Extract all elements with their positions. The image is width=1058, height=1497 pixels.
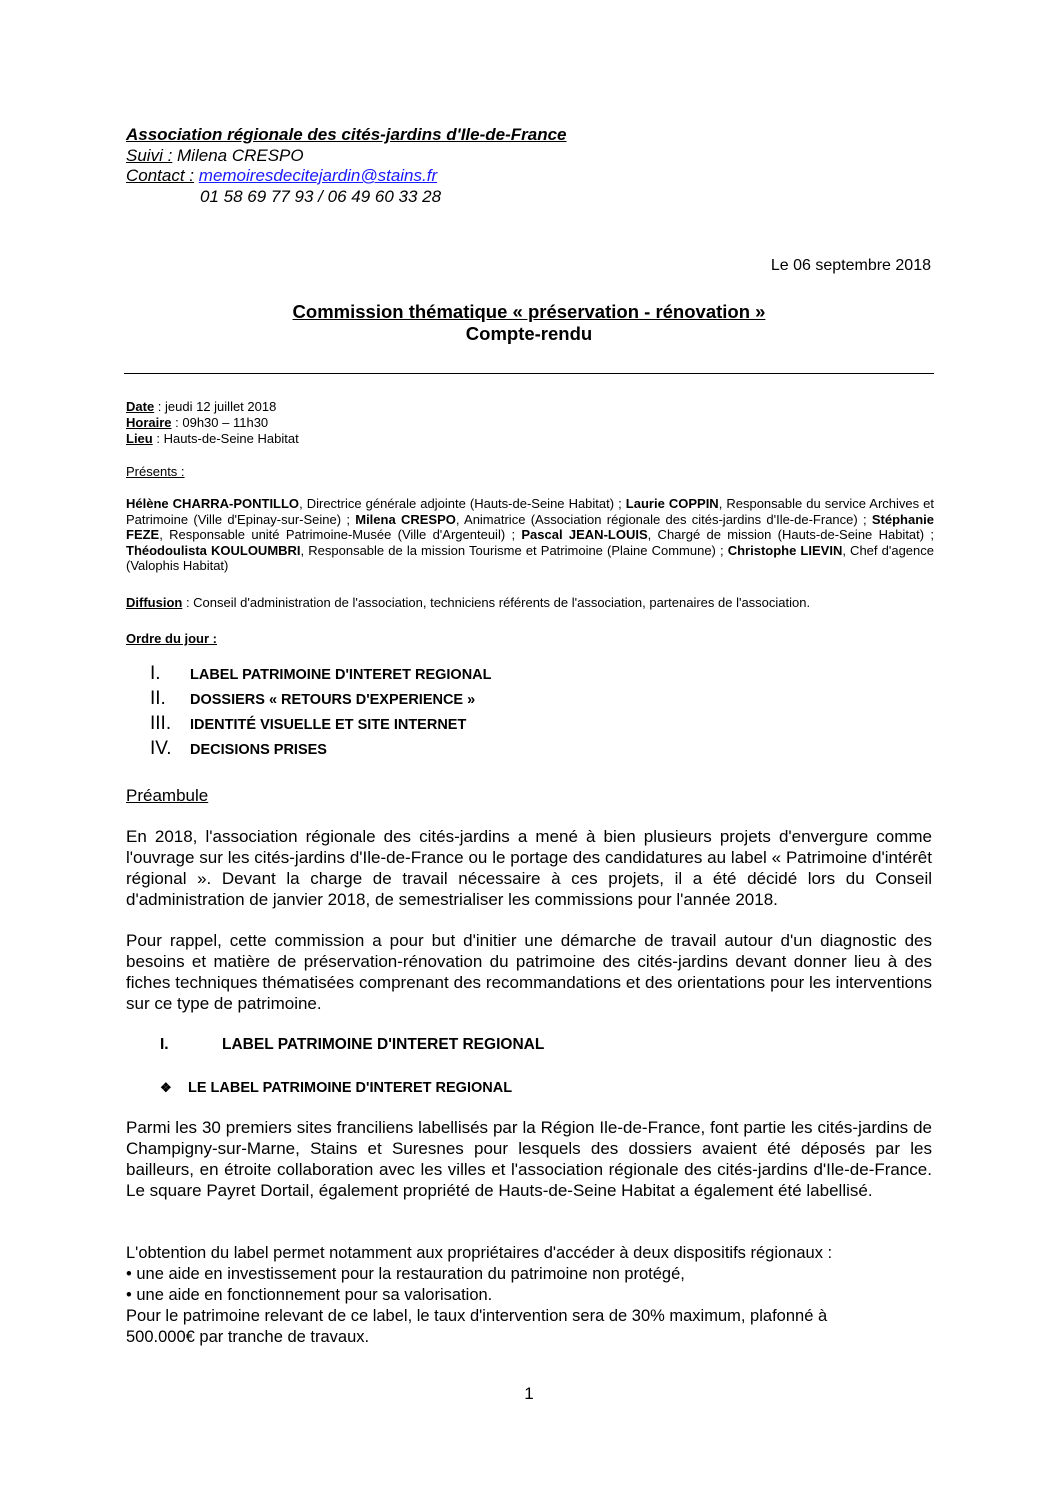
- agenda-label: Ordre du jour :: [126, 631, 217, 646]
- horaire-label: Horaire: [126, 415, 172, 430]
- presents-label: Présents :: [126, 464, 185, 479]
- attendee-role: , Chargé de mission (Hauts-de-Seine Habitat) ;: [647, 527, 935, 542]
- agenda-text: DECISIONS PRISES: [190, 742, 327, 758]
- horizontal-rule: [124, 373, 934, 374]
- attendee-name: Pascal JEAN-LOUIS: [521, 527, 648, 542]
- attendee-name: Laurie COPPIN: [625, 496, 719, 511]
- organization-name: Association régionale des cités-jardins d'Ile-de-France: [126, 125, 567, 144]
- diffusion-line: [126, 595, 934, 611]
- attendee-role: , Directrice générale adjointe (Hauts-de-Seine Habitat) ;: [299, 496, 626, 511]
- page-number: 1: [524, 1384, 534, 1403]
- subsection-heading: [160, 1080, 512, 1096]
- diamond-bullet-icon: ❖: [160, 1080, 172, 1095]
- attendee-name: Stéphanie FEZE: [126, 511, 934, 542]
- benefits-line: 500.000€ par tranche de travaux.: [126, 1328, 370, 1346]
- benefits-line: Pour le patrimoine relevant de ce label, le taux d'intervention sera de 30% maximum, plafonné à: [126, 1307, 828, 1325]
- suivi-value: Milena CRESPO: [172, 145, 304, 165]
- attendee-role: , Responsable du service Archives et Patrimoine (Ville d'Epinay-sur-Seine) ;: [126, 496, 935, 527]
- attendee-role: , Animatrice (Association régionale des cités-jardins d'Ile-de-France) ;: [455, 511, 872, 527]
- agenda-list: [150, 662, 492, 762]
- horaire-value: : 09h30 – 11h30: [171, 415, 269, 430]
- title-line-1: Commission thématique « préservation - rénovation »: [292, 301, 766, 322]
- attendee-name: Hélène CHARRA-PONTILLO: [126, 496, 300, 511]
- section-heading: [160, 1036, 544, 1054]
- attendee-role: , Responsable de la mission Tourisme et Patrimoine (Plaine Commune) ;: [300, 542, 728, 558]
- lieu-value: : Hauts-de-Seine Habitat: [152, 431, 299, 446]
- attendee-name: Christophe LIEVIN: [727, 542, 843, 558]
- agenda-number: IV.: [150, 738, 172, 759]
- document-title: [126, 301, 932, 345]
- section-number: I.: [160, 1036, 169, 1053]
- agenda-item: [150, 737, 492, 762]
- paragraph-label-sites: Parmi les 30 premiers sites franciliens labellisés par la Région Ile-de-France, font partie les cités-jardins de Champigny-sur-Marne, Stains et Suresnes pour lesquels des dossiers avaient été déposés par les bailleurs, en étroite collaboration avec les villes et l'association régionale des cités-jardins d'Ile-de-France. Le square Payret Dortail, également propriété de Hauts-de-Seine Habitat a également été labellisé.: [126, 1118, 932, 1200]
- paragraph-label-benefits: [126, 1243, 932, 1348]
- diffusion-value: : Conseil d'administration de l'association, techniciens référents de l'association, partenaires de l'association.: [182, 595, 811, 610]
- date-value: : jeudi 12 juillet 2018: [154, 399, 277, 414]
- contact-label: Contact :: [126, 166, 195, 185]
- header-block: [126, 125, 567, 207]
- agenda-text: DOSSIERS « RETOURS D'EXPERIENCE »: [190, 692, 476, 708]
- contact-email-link[interactable]: memoiresdecitejardin@stains.fr: [198, 166, 438, 185]
- document-date: Le 06 septembre 2018: [770, 257, 931, 274]
- agenda-text: IDENTITÉ VISUELLE ET SITE INTERNET: [190, 717, 467, 733]
- agenda-number: I.: [150, 663, 161, 684]
- attendee-name: Théodoulista KOULOUMBRI: [126, 542, 301, 558]
- agenda-item: [150, 687, 492, 712]
- attendee-role: , Responsable unité Patrimoine-Musée (Ville d'Argenteuil) ;: [159, 527, 522, 542]
- meeting-meta: [126, 399, 299, 447]
- agenda-number: II.: [150, 688, 166, 709]
- benefits-line: L'obtention du label permet notamment aux propriétaires d'accéder à deux dispositifs régionaux :: [126, 1244, 833, 1262]
- diffusion-label: Diffusion: [126, 595, 183, 610]
- paragraph-purpose: Pour rappel, cette commission a pour but d'initier une démarche de travail autour d'un diagnostic des besoins et matière de préservation-rénovation du patrimoine des cités-jardins devant donner lieu à des fiches techniques thématisées comprenant des recommandations et des orientations pour les interventions sur ce type de patrimoine.: [126, 931, 932, 1013]
- attendee-name: Milena CRESPO: [355, 511, 456, 527]
- lieu-label: Lieu: [126, 431, 153, 446]
- agenda-item: [150, 662, 492, 687]
- paragraph-intro: En 2018, l'association régionale des cités-jardins a mené à bien plusieurs projets d'envergure comme l'ouvrage sur les cités-jardins d'Ile-de-France ou le portage des candidatures au label « Patrimoine d'intérêt régional ». Devant la charge de travail nécessaire à ces projets, il a été décidé lors du Conseil d'administration de janvier 2018, de semestrialiser les commissions pour l'année 2018.: [126, 827, 932, 909]
- presents-list: [126, 496, 934, 574]
- suivi-label: Suivi :: [126, 145, 173, 165]
- title-line-2: Compte-rendu: [465, 323, 593, 344]
- contact-phone: 01 58 69 77 93 / 06 49 60 33 28: [200, 186, 442, 206]
- attendee-role: , Chef d'agence (Valophis Habitat): [126, 542, 934, 573]
- date-label: Date: [126, 399, 155, 414]
- agenda-text: LABEL PATRIMOINE D'INTERET REGIONAL: [190, 667, 492, 683]
- section-title: LABEL PATRIMOINE D'INTERET REGIONAL: [222, 1036, 545, 1053]
- benefits-bullet: • une aide en fonctionnement pour sa valorisation.: [126, 1286, 493, 1304]
- benefits-bullet: • une aide en investissement pour la restauration du patrimoine non protégé,: [126, 1265, 685, 1283]
- agenda-item: [150, 712, 492, 737]
- subsection-title: LE LABEL PATRIMOINE D'INTERET REGIONAL: [188, 1080, 513, 1096]
- preambule-heading: Préambule: [126, 786, 209, 805]
- agenda-number: III.: [150, 713, 172, 734]
